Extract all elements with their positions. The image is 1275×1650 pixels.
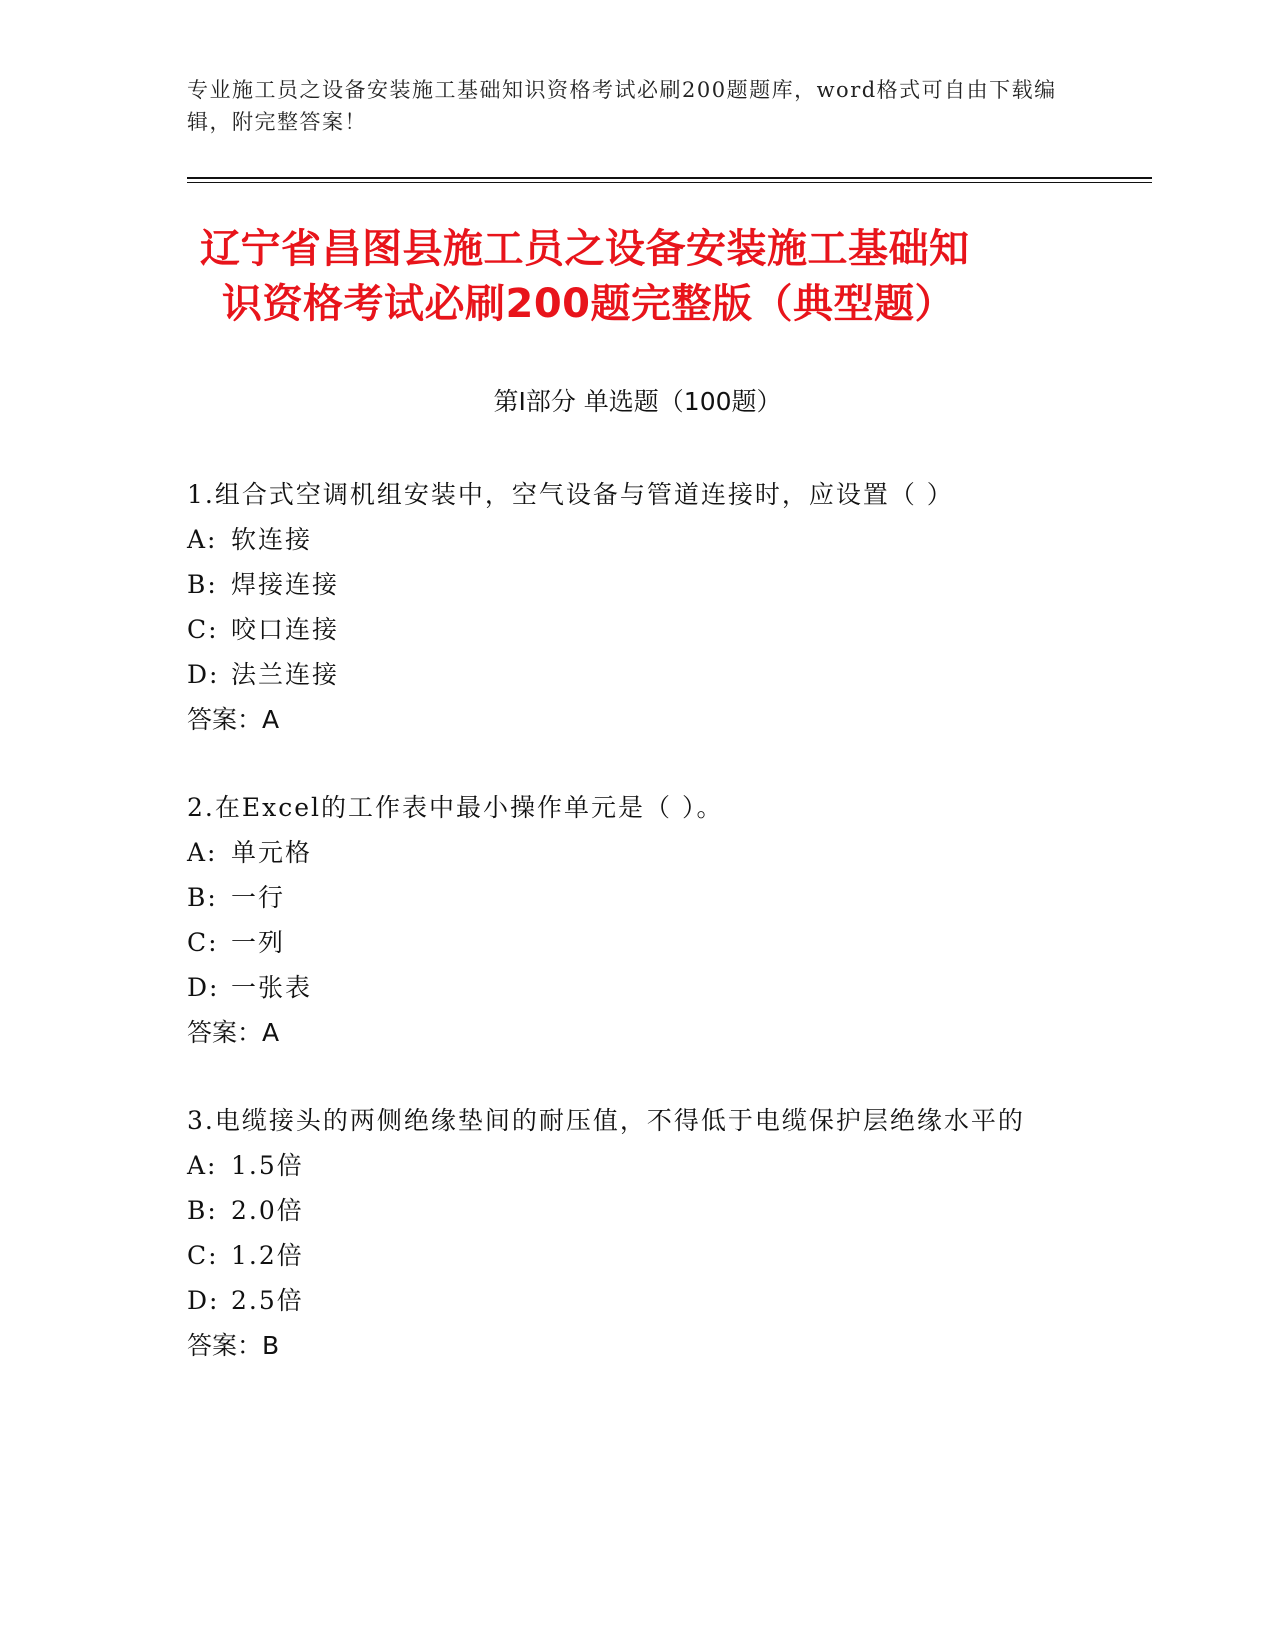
option-text: 焊接连接 — [231, 570, 340, 599]
option-key: B: — [187, 883, 218, 912]
option-text: 单元格 — [231, 838, 313, 867]
option-text: 法兰连接 — [231, 660, 340, 689]
option-key: C: — [187, 615, 219, 644]
option-c — [187, 1233, 1077, 1278]
answer-line: 答案：A — [187, 705, 280, 734]
document-title-line-2: 识资格考试必刷200题完整版（典型题） — [222, 281, 955, 327]
option-text: 1.5倍 — [231, 1151, 304, 1180]
option-key: A: — [187, 1151, 218, 1180]
question-stem: 2.在Excel的工作表中最小操作单元是（ ）。 — [187, 793, 724, 822]
option-text: 一行 — [231, 883, 286, 912]
option-a — [187, 517, 1077, 562]
option-d — [187, 652, 1077, 697]
option-key: B: — [187, 570, 218, 599]
option-d — [187, 965, 1077, 1010]
answer-line: 答案：A — [187, 1018, 280, 1047]
header-rule-thick — [187, 177, 1152, 179]
option-key: D: — [187, 1286, 220, 1315]
option-text: 软连接 — [231, 525, 313, 554]
header-rule-thin — [187, 182, 1152, 183]
question-stem: 1.组合式空调机组安装中，空气设备与管道连接时，应设置（ ） — [187, 480, 954, 509]
option-b — [187, 562, 1077, 607]
option-c — [187, 607, 1077, 652]
option-b — [187, 1188, 1077, 1233]
document-title-line-1: 辽宁省昌图县施工员之设备安装施工基础知 — [200, 226, 970, 272]
question-stem: 3.电缆接头的两侧绝缘垫间的耐压值，不得低于电缆保护层绝缘水平的 — [187, 1106, 1025, 1135]
question-3 — [187, 1099, 1077, 1368]
option-text: 一张表 — [231, 973, 313, 1002]
header-note: 专业施工员之设备安装施工基础知识资格考试必刷200题题库，word格式可自由下载编辑，附完整答案！ — [187, 78, 1057, 134]
option-key: C: — [187, 928, 219, 957]
option-text: 2.5倍 — [231, 1286, 304, 1315]
option-text: 一列 — [231, 928, 286, 957]
option-b — [187, 875, 1077, 920]
answer-line: 答案：B — [187, 1331, 280, 1360]
option-text: 咬口连接 — [231, 615, 340, 644]
option-c — [187, 920, 1077, 965]
question-1 — [187, 473, 1077, 742]
option-key: C: — [187, 1241, 219, 1270]
question-list — [187, 473, 1077, 1412]
section-heading: 第I部分 单选题（100题） — [493, 387, 782, 416]
option-d — [187, 1278, 1077, 1323]
option-key: A: — [187, 838, 218, 867]
option-key: D: — [187, 660, 220, 689]
option-text: 1.2倍 — [231, 1241, 304, 1270]
option-key: B: — [187, 1196, 218, 1225]
option-key: D: — [187, 973, 220, 1002]
option-key: A: — [187, 525, 218, 554]
option-text: 2.0倍 — [231, 1196, 304, 1225]
option-a — [187, 830, 1077, 875]
question-2 — [187, 786, 1077, 1055]
option-a — [187, 1143, 1077, 1188]
document-title — [200, 222, 1100, 332]
